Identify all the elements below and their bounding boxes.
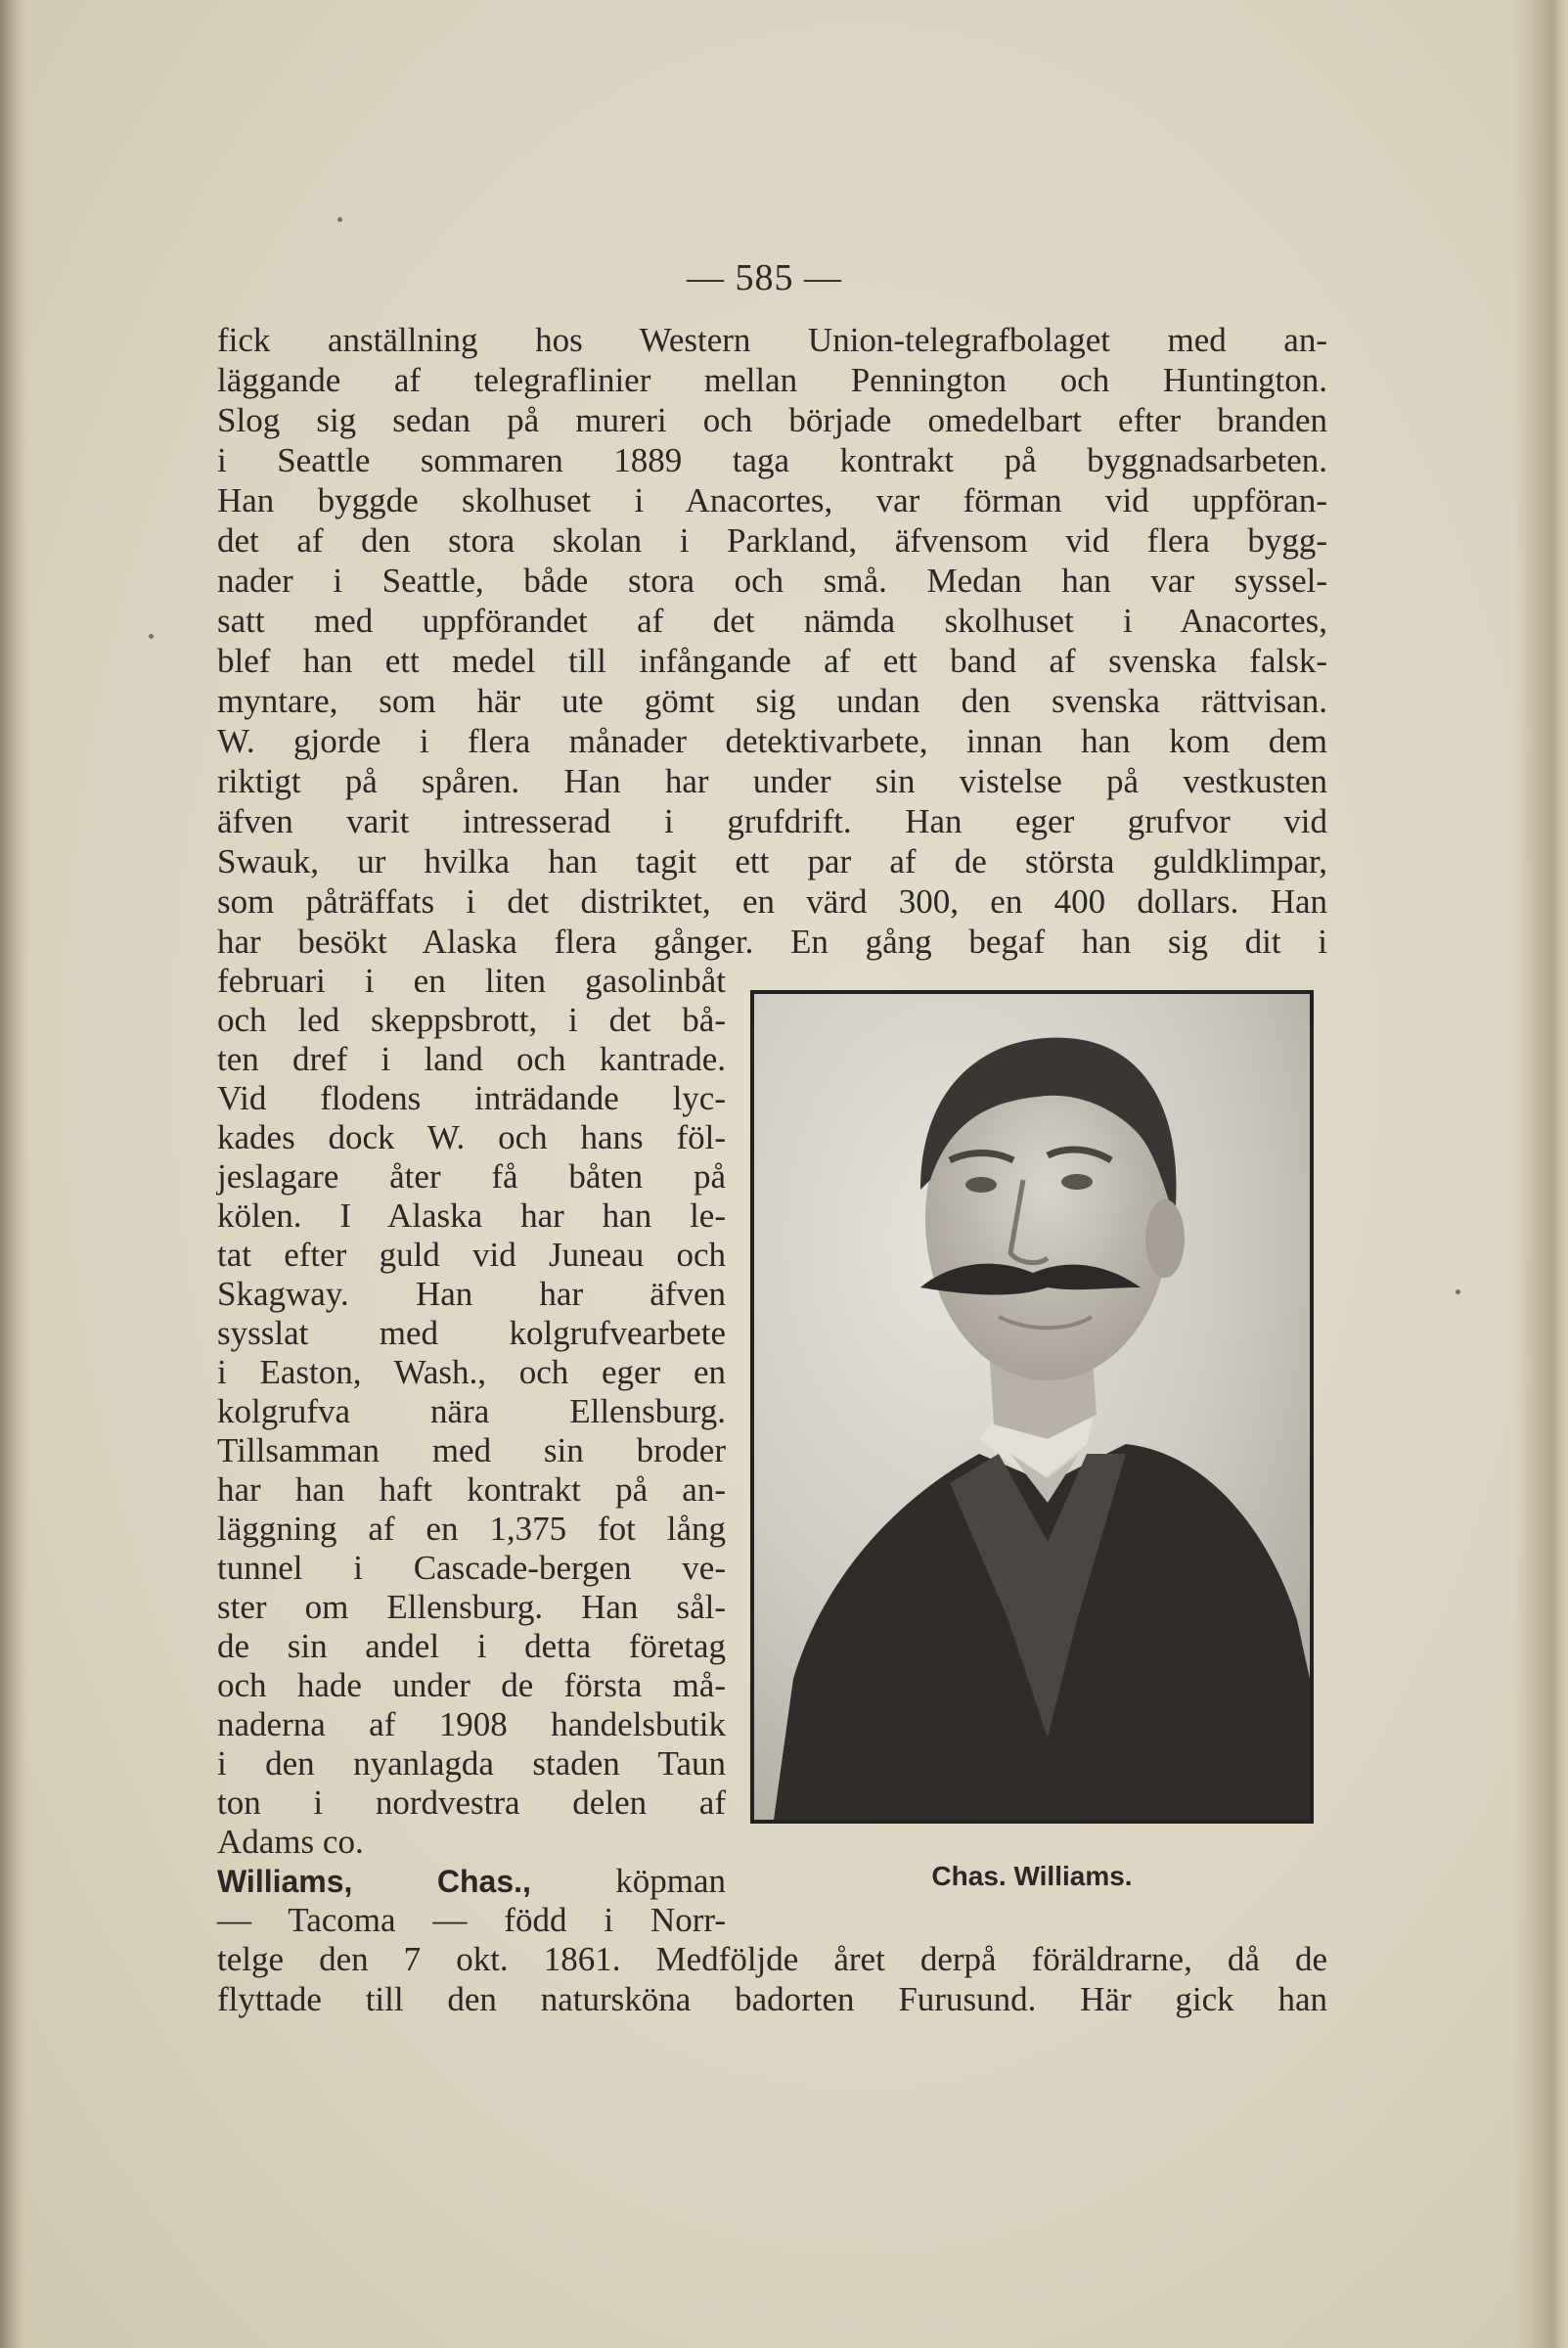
text-line: W. gjorde i flera månader detektivarbete, innan han kom dem bbox=[217, 722, 1327, 760]
text-line: som påträffats i det distriktet, en värd 300, en 400 dollars. Han bbox=[217, 882, 1327, 921]
page-number: — 585 — bbox=[687, 257, 842, 298]
photo-caption: Chas. Williams. bbox=[931, 1861, 1133, 1891]
entry-heading-line bbox=[217, 1862, 726, 1901]
text-line: ton i nordvestra delen af bbox=[217, 1784, 726, 1822]
text-line: tat efter guld vid Juneau och bbox=[217, 1236, 726, 1274]
text-line: fick anställning hos Western Union-telegrafbolaget med an- bbox=[217, 321, 1327, 359]
text-line: har han haft kontrakt på an- bbox=[217, 1470, 726, 1509]
entry-occupation: köpman bbox=[530, 1862, 727, 1900]
text-line: februari i en liten gasolinbåt bbox=[217, 962, 726, 1000]
text-line: satt med uppförandet af det nämda skolhuset i Anacortes, bbox=[217, 602, 1327, 640]
text-line: det af den stora skolan i Parkland, äfvensom vid flera bygg- bbox=[217, 521, 1327, 560]
text-line: nader i Seattle, både stora och små. Medan han var syssel- bbox=[217, 562, 1327, 600]
text-line: flyttade till den natursköna badorten Furusund. Här gick han bbox=[217, 1980, 1327, 2018]
text-line: Vid flodens inträdande lyc- bbox=[217, 1079, 726, 1117]
text-line: kolgrufva nära Ellensburg. bbox=[217, 1392, 726, 1430]
portrait-man-icon bbox=[754, 994, 1310, 1820]
text-line: och hade under de första må- bbox=[217, 1666, 726, 1704]
text-line: och led skeppsbrott, i det bå- bbox=[217, 1001, 726, 1039]
text-line: Swauk, ur hvilka han tagit ett par af de största guldklimpar, bbox=[217, 842, 1327, 880]
text-line: läggning af en 1,375 fot lång bbox=[217, 1510, 726, 1548]
text-line: telge den 7 okt. 1861. Medföljde året derpå föräldrarne, då de bbox=[217, 1940, 1327, 1978]
page-edge-shadow bbox=[1514, 0, 1568, 2348]
text-line: i den nyanlagda staden Taun bbox=[217, 1744, 726, 1783]
paper-speck bbox=[1456, 1289, 1460, 1294]
text-line: Slog sig sedan på mureri och började omedelbart efter branden bbox=[217, 401, 1327, 439]
text-line: i Easton, Wash., och eger en bbox=[217, 1353, 726, 1391]
entry-name: Williams, Chas., bbox=[217, 1864, 531, 1899]
text-line: läggande af telegraflinier mellan Pennington och Huntington. bbox=[217, 361, 1327, 399]
text-line: i Seattle sommaren 1889 taga kontrakt på byggnadsarbeten. bbox=[217, 441, 1327, 479]
text-line: tunnel i Cascade-bergen ve- bbox=[217, 1549, 726, 1587]
text-line: — Tacoma — född i Norr- bbox=[217, 1901, 726, 1939]
text-line: myntare, som här ute gömt sig undan den svenska rättvisan. bbox=[217, 682, 1327, 720]
text-line: blef han ett medel till infångande af ett band af svenska falsk- bbox=[217, 642, 1327, 680]
text-line: Skagway. Han har äfven bbox=[217, 1275, 726, 1313]
text-line: Tillsamman med sin broder bbox=[217, 1431, 726, 1469]
paper-speck bbox=[149, 634, 154, 639]
text-line: kades dock W. och hans föl- bbox=[217, 1118, 726, 1156]
text-line: de sin andel i detta företag bbox=[217, 1627, 726, 1665]
text-line: jeslagare åter få båten på bbox=[217, 1157, 726, 1196]
text-line: har besökt Alaska flera gånger. En gång begaf han sig dit i bbox=[217, 923, 1327, 961]
text-line: sysslat med kolgrufvearbete bbox=[217, 1314, 726, 1352]
text-line: äfven varit intresserad i grufdrift. Han eger grufvor vid bbox=[217, 802, 1327, 840]
text-line: naderna af 1908 handelsbutik bbox=[217, 1705, 726, 1743]
book-binding-shadow bbox=[0, 0, 29, 2348]
portrait-photo bbox=[750, 990, 1314, 1824]
text-line: riktigt på spåren. Han har under sin vistelse på vestkusten bbox=[217, 762, 1327, 800]
paper-speck bbox=[337, 217, 342, 222]
text-line: ster om Ellensburg. Han sål- bbox=[217, 1588, 726, 1626]
text-line: ten dref i land och kantrade. bbox=[217, 1040, 726, 1078]
text-line: Adams co. bbox=[217, 1823, 364, 1861]
text-line: Han byggde skolhuset i Anacortes, var förman vid uppföran- bbox=[217, 481, 1327, 519]
text-line: kölen. I Alaska har han le- bbox=[217, 1197, 726, 1235]
